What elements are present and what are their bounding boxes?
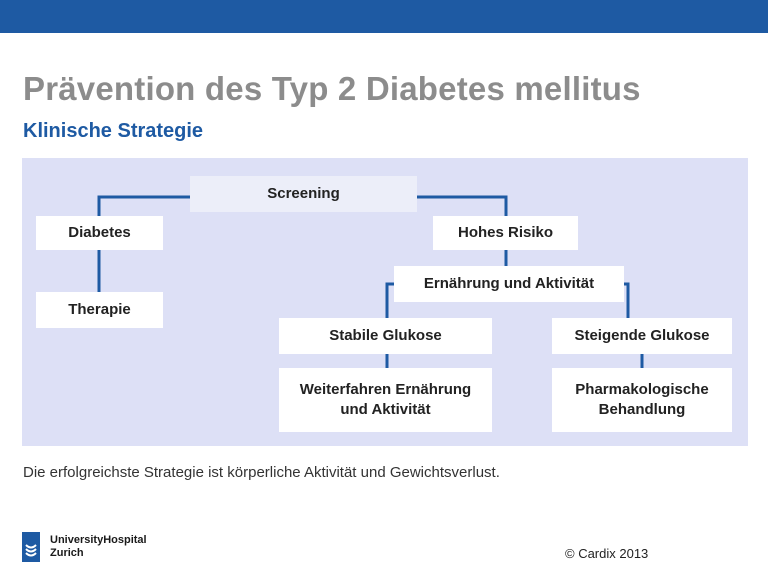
top-banner bbox=[0, 0, 768, 33]
node-ernaehrung-aktivitaet: Ernährung und Aktivität bbox=[394, 266, 624, 302]
node-screening: Screening bbox=[190, 176, 417, 212]
footnote: Die erfolgreichste Strategie ist körperliche Aktivität und Gewichtsverlust. bbox=[23, 464, 500, 481]
node-stabile-glukose: Stabile Glukose bbox=[279, 318, 492, 354]
logo-line1: UniversityHospital bbox=[50, 534, 147, 546]
node-weiterfahren: Weiterfahren Ernährung und Aktivität bbox=[279, 368, 492, 432]
connector-ernaehrung-steigende bbox=[624, 284, 628, 318]
connector-ernaehrung-stabile bbox=[387, 284, 394, 318]
node-pharmakologische-behandlung: Pharmakologische Behandlung bbox=[552, 368, 732, 432]
connector-screening-diabetes bbox=[99, 197, 190, 216]
slide-subtitle: Klinische Strategie bbox=[23, 120, 204, 142]
node-therapie: Therapie bbox=[36, 292, 163, 328]
node-hohes-risiko: Hohes Risiko bbox=[433, 216, 578, 250]
hospital-logo-icon bbox=[22, 532, 40, 562]
strategy-diagram bbox=[22, 158, 748, 446]
slide-title: Prävention des Typ 2 Diabetes mellitus bbox=[23, 70, 641, 107]
logo-line2: Zurich bbox=[50, 547, 84, 559]
copyright-notice: © Cardix 2013 bbox=[565, 546, 649, 561]
node-diabetes: Diabetes bbox=[36, 216, 163, 250]
connector-screening-hohes-risiko bbox=[417, 197, 506, 216]
logo-wordmark bbox=[50, 534, 147, 560]
university-hospital-logo bbox=[22, 532, 147, 562]
node-steigende-glukose: Steigende Glukose bbox=[552, 318, 732, 354]
